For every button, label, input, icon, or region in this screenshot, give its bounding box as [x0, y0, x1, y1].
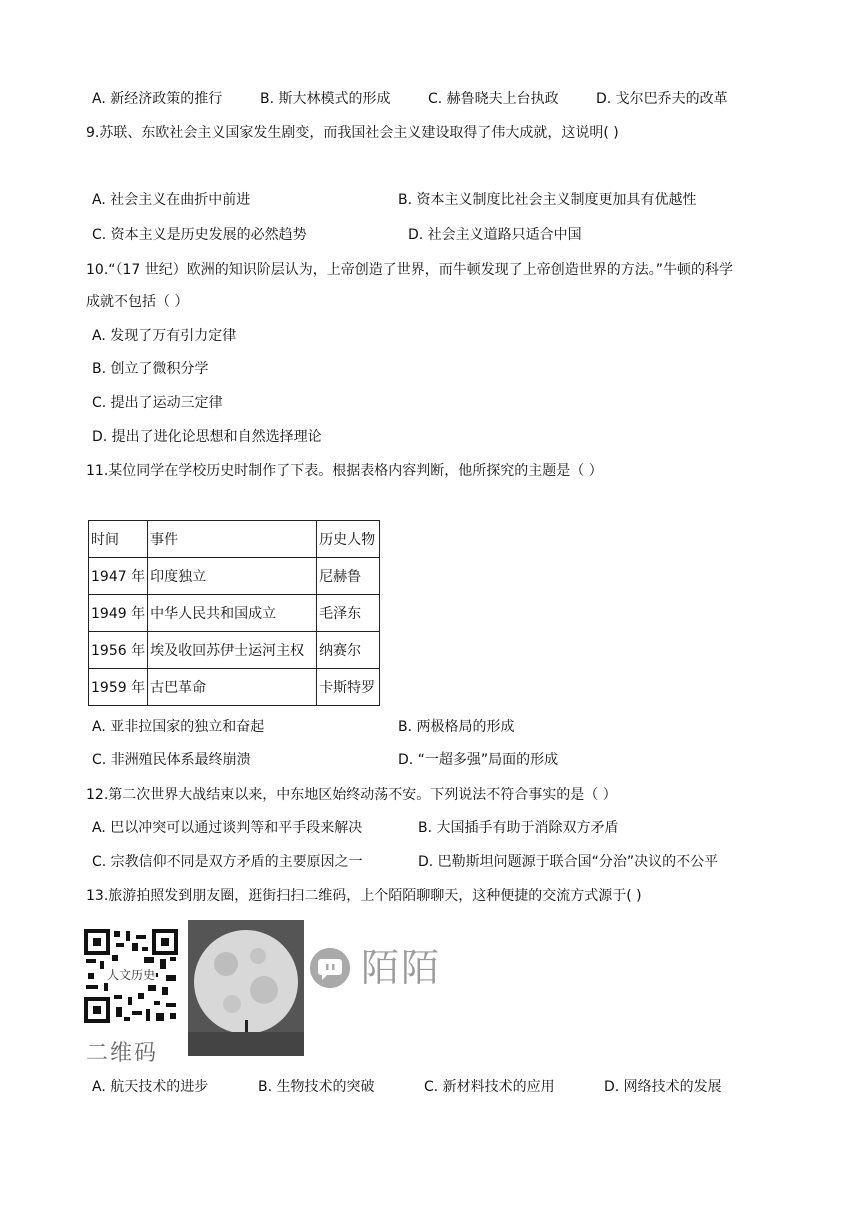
table-cell-year: 1947 年: [89, 558, 148, 595]
q10-option-c: C. 提出了运动三定律: [92, 395, 223, 411]
table-cell-event: 埃及收回苏伊士运河主权: [148, 632, 317, 669]
q8-option-a: A. 新经济政策的推行: [92, 91, 223, 107]
history-table: [88, 520, 380, 706]
q13-option-d: D. 网络技术的发展: [604, 1079, 722, 1095]
q9-option-d: D. 社会主义道路只适合中国: [408, 227, 582, 243]
q8-option-c: C. 赫鲁晓夫上台执政: [428, 91, 559, 107]
q11-option-c: C. 非洲殖民体系最终崩溃: [92, 752, 251, 768]
q12-option-a: A. 巴以冲突可以通过谈判等和平手段来解决: [92, 820, 363, 836]
table-cell-year: 1956 年: [89, 632, 148, 669]
q13-option-b: B. 生物技术的突破: [258, 1079, 375, 1095]
table-row: [89, 558, 380, 595]
q12-option-d: D. 巴勒斯坦问题源于联合国“分治”决议的不公平: [418, 854, 719, 870]
q13-option-a: A. 航天技术的进步: [92, 1079, 209, 1095]
table-row: [89, 595, 380, 632]
q11-option-b: B. 两极格局的形成: [398, 719, 515, 735]
q10-option-a: A. 发现了万有引力定律: [92, 328, 237, 344]
table-header-cell: 时间: [89, 521, 148, 558]
q11-stem: 11.某位同学在学校历史时制作了下表。根据表格内容判断，他所探究的主题是（ ）: [86, 463, 603, 479]
q13-stem: 13.旅游拍照发到朋友圈，逛街扫扫二维码，上个陌陌聊聊天，这种便捷的交流方式源于( ): [86, 888, 642, 904]
q9-option-a: A. 社会主义在曲折中前进: [92, 192, 251, 208]
table-cell-person: 毛泽东: [317, 595, 380, 632]
q8-option-b: B. 斯大林模式的形成: [260, 91, 391, 107]
table-cell-event: 中华人民共和国成立: [148, 595, 317, 632]
table-cell-event: 古巴革命: [148, 669, 317, 706]
table-row: [89, 632, 380, 669]
q10-option-d: D. 提出了进化论思想和自然选择理论: [92, 429, 322, 445]
table-header-row: [89, 521, 380, 558]
q10-option-b: B. 创立了微积分学: [92, 361, 209, 377]
momo-logo-icon: [310, 948, 350, 988]
qr-code-image: [82, 927, 180, 1025]
table-cell-person: 卡斯特罗: [317, 669, 380, 706]
q9-option-c: C. 资本主义是历史发展的必然趋势: [92, 227, 307, 243]
q10-stem-line1: 10.“（17 世纪）欧洲的知识阶层认为，上帝创造了世界，而牛顿发现了上帝创造世界的方法。”牛顿的科学: [86, 262, 734, 278]
table-cell-year: 1949 年: [89, 595, 148, 632]
qr-caption: 二维码: [86, 1041, 159, 1066]
table-cell-person: 尼赫鲁: [317, 558, 380, 595]
table-cell-person: 纳赛尔: [317, 632, 380, 669]
q11-option-a: A. 亚非拉国家的独立和奋起: [92, 719, 265, 735]
q9-stem: 9.苏联、东欧社会主义国家发生剧变，而我国社会主义建设取得了伟大成就，这说明( ): [86, 125, 619, 141]
qr-stamp-text: 人文历史: [106, 968, 156, 982]
table-cell-event: 印度独立: [148, 558, 317, 595]
table-header-cell: 历史人物: [317, 521, 380, 558]
table-header-cell: 事件: [148, 521, 317, 558]
q9-option-b: B. 资本主义制度比社会主义制度更加具有优越性: [398, 192, 697, 208]
q11-option-d: D. “一超多强”局面的形成: [398, 752, 559, 768]
momo-brand-text: 陌陌: [361, 946, 442, 990]
q12-option-c: C. 宗教信仰不同是双方矛盾的主要原因之一: [92, 854, 363, 870]
q13-option-c: C. 新材料技术的应用: [424, 1079, 555, 1095]
q10-stem-line2: 成就不包括（ ）: [86, 294, 189, 310]
q12-option-b: B. 大国插手有助于消除双方矛盾: [418, 820, 619, 836]
q12-stem: 12.第二次世界大战结束以来，中东地区始终动荡不安。下列说法不符合事实的是（ ）: [86, 787, 617, 803]
table-cell-year: 1959 年: [89, 669, 148, 706]
q8-option-d: D. 戈尔巴乔夫的改革: [596, 91, 728, 107]
moon-photo: [188, 920, 304, 1056]
table-row: [89, 669, 380, 706]
